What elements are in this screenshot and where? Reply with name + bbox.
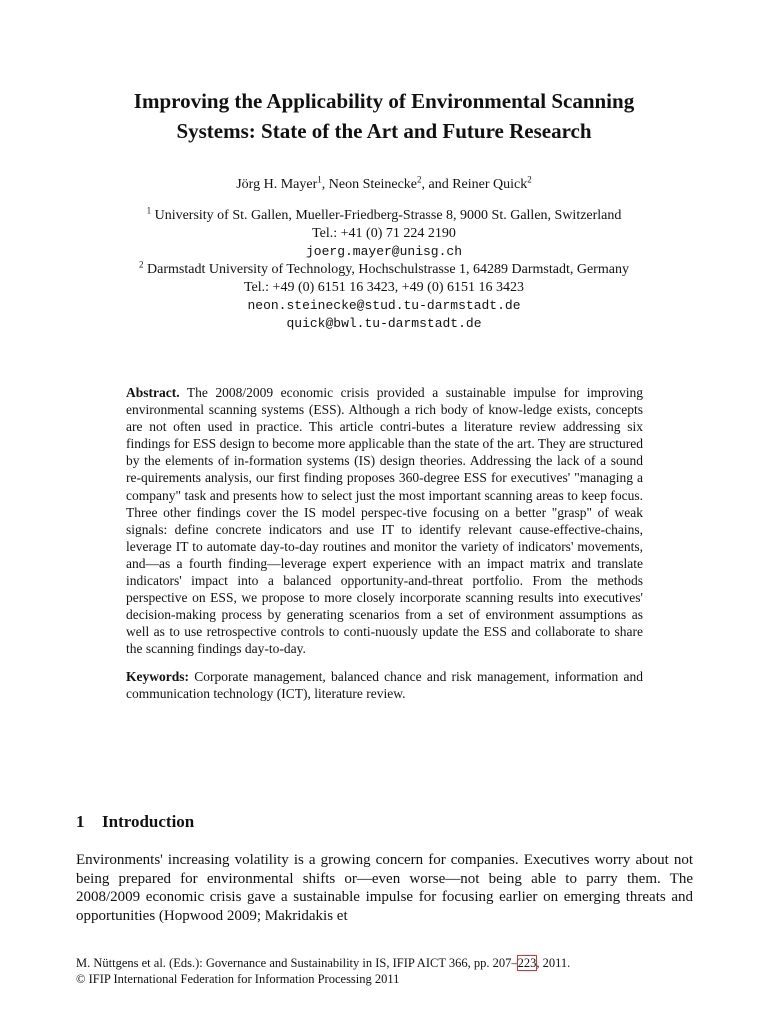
footer-citation: M. Nüttgens et al. (Eds.): Governance and Sustainability in IS, IFIP AICT 366, pp. 207–223, 2011. xyxy=(76,956,571,970)
affiliation-mark: 2 xyxy=(139,259,144,270)
author-separator: , xyxy=(321,177,329,192)
abstract-label: Abstract. xyxy=(126,385,180,400)
title-line-1: Improving the Applicability of Environmental Scanning xyxy=(133,89,635,113)
affiliation-org: $^2$ Darmstadt University of Technology, Hochschulstrasse 1, 64289 Darmstadt, Germany xyxy=(139,259,629,277)
affiliation-email[interactable]: neon.steinecke@stud.tu-darmstadt.de xyxy=(247,298,521,313)
author-affiliation-mark: 1 xyxy=(317,174,322,185)
abstract-text: The 2008/2009 economic crisis provided a sustainable impulse for improving environmental scanning systems (ESS). Although a rich body of know-ledge exists, concepts are not often used in practice. This article contri-butes a literature review addressing six findings for ESS design to become more applicable than the state of the art. They are structured by the elements of in-formation systems (IS) design theories. Addressing the lack of a sound re-quirements analysis, our first finding proposes 360-degree ESS for executives' "managing a company" task and presents how to select just the most important scanning areas to keep focus. Three other findings cover the IS model perspec-tive focusing on a better "grasp" of weak signals: define concrete indicators and use IT to identify relevant cause-effective-chains, leverage IT to automate day-to-day routines and monitor the variety of indicators' movements, and—as a fourth finding—leverage expert experience with an impact matrix and translate indicators' impact into a balanced opportunity-and-threat portfolio. From the methods perspective on ESS, we propose to more closely incorporate scanning results into executives' decision-making process by generating scenarios from a set of environment assumptions as well as to use retrospective controls to conti-nuously update the ESS and collaborate to share the scanning findings day-to-day. xyxy=(126,385,643,657)
section-number: 1 xyxy=(76,812,85,831)
author-list xyxy=(60,175,708,195)
keywords-paragraph xyxy=(126,668,643,702)
page-footer xyxy=(76,955,570,987)
title-line-2: Systems: State of the Art and Future Research xyxy=(176,119,592,143)
author-affiliation-mark: 2 xyxy=(417,174,422,185)
section-title: Introduction xyxy=(102,812,195,831)
keywords-label: Keywords: xyxy=(126,668,189,684)
affiliation-email[interactable]: joerg.mayer@unisg.ch xyxy=(305,244,463,259)
affiliation-mark: 1 xyxy=(146,205,152,216)
author-name: Neon Steinecke xyxy=(328,177,417,192)
keywords-text: Corporate management, balanced chance and risk management, information and communication technology (ICT), literature review. xyxy=(126,668,644,701)
author-name: Jörg H. Mayer xyxy=(236,177,318,192)
abstract-paragraph xyxy=(126,384,643,658)
end-page-link[interactable]: 223 xyxy=(517,956,537,970)
affiliations xyxy=(60,207,708,333)
section-heading xyxy=(76,812,194,832)
author-name: Reiner Quick xyxy=(452,177,528,192)
paper-title xyxy=(60,86,708,146)
footer-copyright: © IFIP International Federation for Information Processing 2011 xyxy=(76,972,400,986)
affiliation-org: $^1$ University of St. Gallen, Mueller-Friedberg-Strasse 8, 9000 St. Gallen, Switzerland xyxy=(146,205,622,223)
abstract-block xyxy=(126,384,643,702)
author-separator: , and xyxy=(421,177,453,192)
affiliation-email[interactable]: quick@bwl.tu-darmstadt.de xyxy=(286,316,482,331)
intro-paragraph: Environments' increasing volatility is a growing concern for companies. Executives worry about not being prepared for environmental shifts or—even worse—not being able to parry them. The 2008/2009 economic crisis gave a sustainable impulse for focusing earlier on emerging threats and opportunities (Hopwood 2009; Makridakis et xyxy=(76,852,693,924)
affiliation-phone: Tel.: +49 (0) 6151 16 3423, +49 (0) 6151 16 3423 xyxy=(243,280,524,295)
author-affiliation-mark: 2 xyxy=(527,174,532,185)
affiliation-phone: Tel.: +41 (0) 71 224 2190 xyxy=(312,226,456,241)
